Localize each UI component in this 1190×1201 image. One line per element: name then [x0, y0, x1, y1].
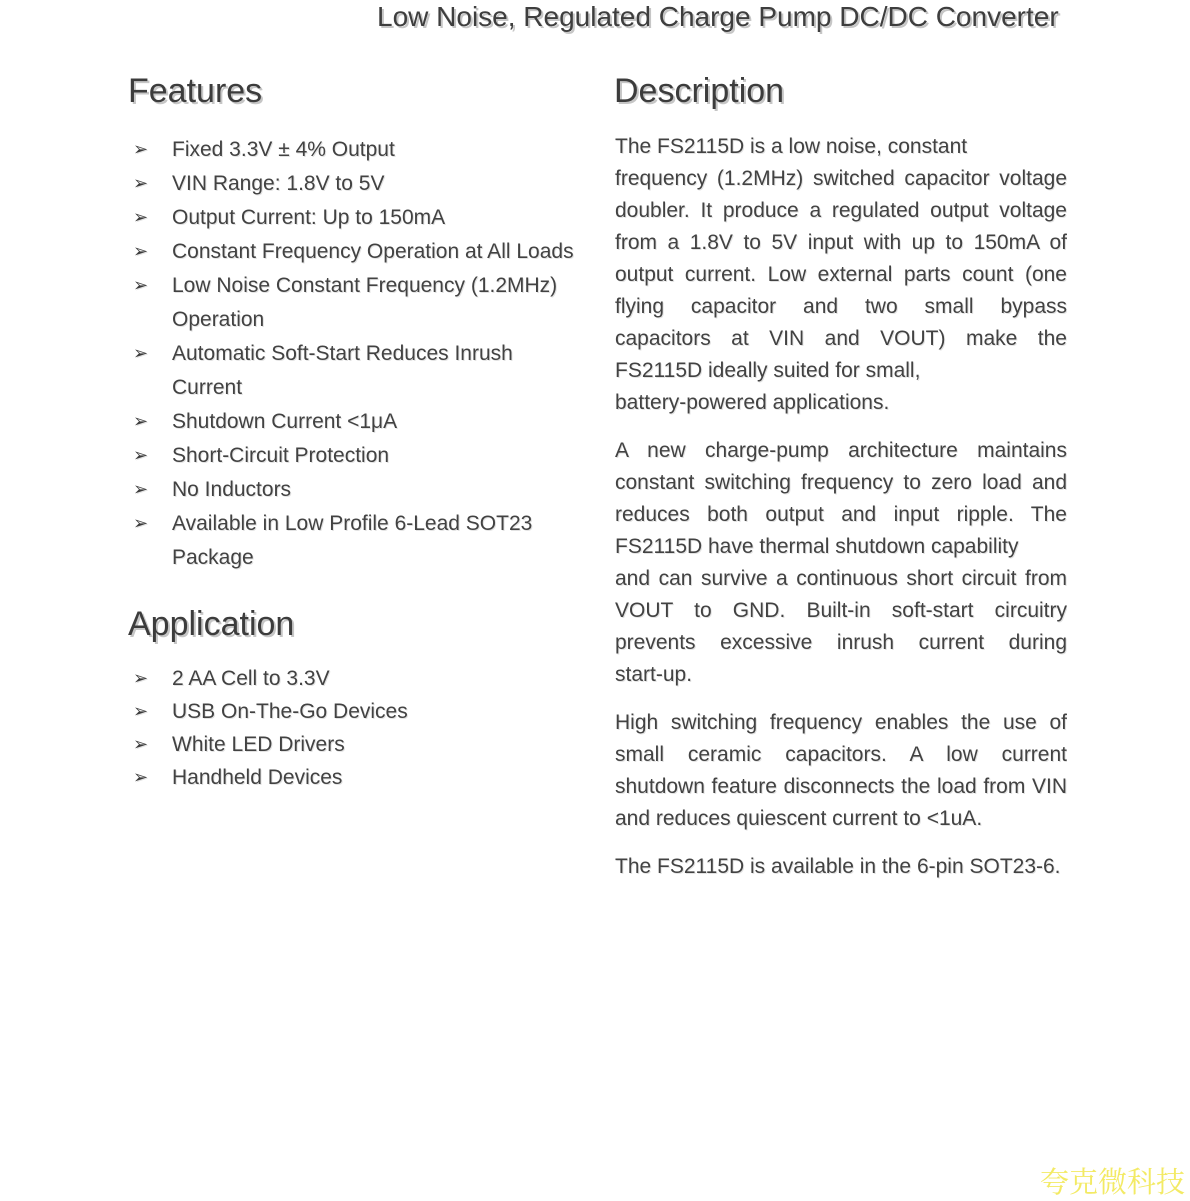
- arrow-bullet-icon: ➢: [133, 173, 149, 194]
- list-item-label: Low Noise Constant Frequency (1.2MHz) Operation: [172, 274, 558, 331]
- paragraph-line: shutdown feature disconnects the load from VIN: [615, 775, 1067, 798]
- list-item: [133, 761, 582, 794]
- list-item: [133, 662, 582, 695]
- list-item-label: White LED Drivers: [172, 733, 345, 756]
- arrow-bullet-icon: ➢: [133, 734, 149, 755]
- list-item: [133, 507, 582, 575]
- list-item: [133, 337, 582, 405]
- arrow-bullet-icon: ➢: [133, 767, 149, 788]
- paragraph-line: capacitors at VIN and VOUT) make the: [615, 327, 1067, 350]
- list-item-label: Automatic Soft-Start Reduces Inrush Current: [172, 342, 513, 399]
- paragraph-line: prevents excessive inrush current during: [615, 631, 1067, 654]
- arrow-bullet-icon: ➢: [133, 207, 149, 228]
- list-item-label: No Inductors: [172, 478, 292, 501]
- paragraph-line: start-up.: [615, 663, 693, 686]
- paragraph: [615, 435, 1067, 691]
- paragraph-line: from a 1.8V to 5V input with up to 150mA of: [615, 231, 1067, 254]
- paragraph-line: doubler. It produce a regulated output voltage: [615, 199, 1067, 222]
- paragraph-line: constant switching frequency to zero load and: [615, 471, 1067, 494]
- application-heading: Application: [128, 605, 295, 643]
- paragraph-line: and can survive a continuous short circuit from: [615, 567, 1067, 590]
- paragraph-line: reduces both output and input ripple. The: [615, 503, 1067, 526]
- list-item-label: Short-Circuit Protection: [172, 444, 390, 467]
- list-item: [133, 269, 582, 337]
- paragraph-line: The FS2115D is available in the 6-pin SOT23-6.: [615, 855, 1061, 878]
- application-list: [133, 662, 582, 794]
- list-item: [133, 439, 582, 473]
- paragraph: [615, 131, 1067, 419]
- paragraph: [615, 707, 1067, 835]
- list-item: [133, 405, 582, 439]
- paragraph-line: battery-powered applications.: [615, 391, 890, 414]
- list-item-label: Shutdown Current <1μA: [172, 410, 398, 433]
- paragraph-line: FS2115D ideally suited for small,: [615, 359, 921, 382]
- list-item: [133, 473, 582, 507]
- paragraph-line: A new charge-pump architecture maintains: [615, 439, 1067, 462]
- list-item: [133, 167, 582, 201]
- list-item: [133, 695, 582, 728]
- paragraph: [615, 851, 1067, 883]
- features-heading: Features: [128, 72, 263, 110]
- list-item-label: Fixed 3.3V ± 4% Output: [172, 138, 395, 161]
- list-item-label: Constant Frequency Operation at All Loads: [172, 240, 574, 263]
- description-heading: Description: [614, 72, 785, 110]
- arrow-bullet-icon: ➢: [133, 513, 149, 534]
- vendor-watermark: 夸克微科技: [1039, 1167, 1185, 1199]
- list-item: [133, 201, 582, 235]
- arrow-bullet-icon: ➢: [133, 241, 149, 262]
- paragraph-line: VOUT to GND. Built-in soft-start circuitry: [615, 599, 1067, 622]
- arrow-bullet-icon: ➢: [133, 479, 149, 500]
- paragraph-line: flying capacitor and two small bypass: [615, 295, 1067, 318]
- list-item-label: Available in Low Profile 6-Lead SOT23 Package: [172, 512, 533, 569]
- paragraph-line: High switching frequency enables the use of: [615, 711, 1067, 734]
- list-item-label: VIN Range: 1.8V to 5V: [172, 172, 385, 195]
- paragraph-line: The FS2115D is a low noise, constant: [615, 135, 968, 158]
- list-item-label: Handheld Devices: [172, 766, 343, 789]
- paragraph-line: and reduces quiescent current to <1uA.: [615, 807, 983, 830]
- features-list: [133, 133, 582, 575]
- arrow-bullet-icon: ➢: [133, 343, 149, 364]
- arrow-bullet-icon: ➢: [133, 701, 149, 722]
- list-item: [133, 133, 582, 167]
- list-item-label: Output Current: Up to 150mA: [172, 206, 446, 229]
- page-title: Low Noise, Regulated Charge Pump DC/DC Converter: [377, 1, 1059, 32]
- paragraph-line: small ceramic capacitors. A low current: [615, 743, 1067, 766]
- paragraph-line: frequency (1.2MHz) switched capacitor voltage: [615, 167, 1067, 190]
- paragraph-line: output current. Low external parts count (one: [615, 263, 1067, 286]
- arrow-bullet-icon: ➢: [133, 275, 149, 296]
- list-item-label: USB On-The-Go Devices: [172, 700, 408, 723]
- list-item: [133, 728, 582, 761]
- arrow-bullet-icon: ➢: [133, 445, 149, 466]
- list-item: [133, 235, 582, 269]
- arrow-bullet-icon: ➢: [133, 668, 149, 689]
- list-item-label: 2 AA Cell to 3.3V: [172, 667, 330, 690]
- arrow-bullet-icon: ➢: [133, 411, 149, 432]
- paragraph-line: FS2115D have thermal shutdown capability: [615, 535, 1019, 558]
- arrow-bullet-icon: ➢: [133, 139, 149, 160]
- description-paragraphs: [615, 131, 1067, 899]
